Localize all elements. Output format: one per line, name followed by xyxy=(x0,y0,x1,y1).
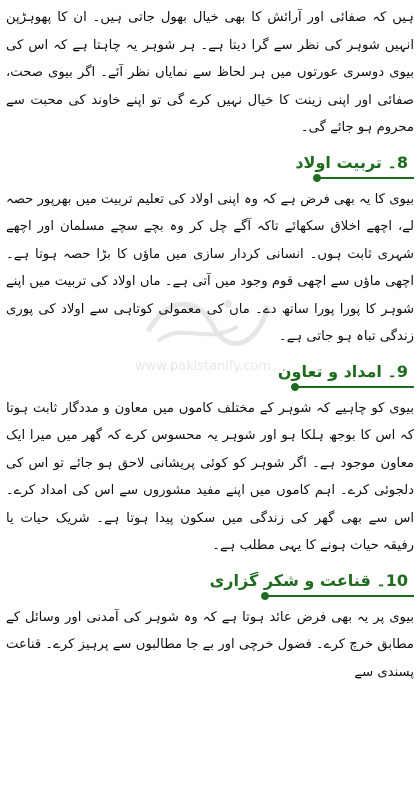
section-heading-8-text: 8۔ تربیت اولاد xyxy=(295,152,408,172)
section-heading-10 xyxy=(6,566,414,600)
heading-underline-10 xyxy=(266,595,414,597)
intro-paragraph: ہیں کہ صفائی اور آرائش کا بھی خیال بھول جاتی ہیں۔ ان کا پھوہڑپن انہیں شوہر کی نظر سے گرا دیتا ہے۔ ہر شوہر یہ چاہتا ہے کہ اس کی بیوی دوسری عورتوں میں ہر لحاظ سے نمایاں نظر آئے۔ اگر بیوی صحت، صفائی اور اپنی زینت کا خیال نہیں کرے گی تو اپنے خاوند کی محبت سے محروم ہو جائے گی۔ xyxy=(6,10,414,135)
section-10-paragraph: بیوی پر یہ بھی فرض عائد ہوتا ہے کہ وہ شوہر کی آمدنی اور وسائل کے مطابق خرچ کرے۔ فضول خرچی اور بے جا مطالبوں سے پرہیز کرے۔ قناعت پسندی سے xyxy=(6,609,414,680)
watermark-url: www.pakistanify.com xyxy=(135,359,271,374)
section-heading-8 xyxy=(6,148,414,182)
heading-underline-8 xyxy=(318,177,414,179)
section-8-paragraph: بیوی کا یہ بھی فرض ہے کہ وہ اپنی اولاد کی تعلیم تربیت میں بھرپور حصہ لے، اچھے اخلاق سکھائے تاکہ آگے چل کر وہ بچے سچے مسلمان اور اچھے شہری ثابت ہوں۔ انسانی کردار سازی میں ماؤں کا بڑا حصہ ہوتا ہے۔ اچھی ماؤں سے اچھی قوم وجود میں آتی ہے۔ ماں اولاد کی تربیت میں اپنے شوہر کا پورا پورا ساتھ دے۔ ماں کی معمولی کوتاہی سے اولاد کی پوری زندگی تباہ ہو جاتی ہے۔ xyxy=(6,191,414,344)
section-9-paragraph: بیوی کو چاہیے کہ شوہر کے مختلف کاموں میں معاون و مددگار ثابت ہوتا کہ اس کا بوجھ ہلکا ہو اور شوہر یہ محسوس کرے کہ گھر میں میرا ایک معاون موجود ہے۔ اگر شوہر کو کوئی پریشانی لاحق ہو جائے تو اس کی دلجوئی کرے۔ اہم کاموں میں اپنے مفید مشوروں سے اس کی امداد کرے۔ اس سے بھی گھر کی زندگی میں سکون پیدا ہوتا ہے۔ شریک حیات یا رفیقہ حیات ہونے کا یہی مطلب ہے۔ xyxy=(6,400,414,553)
heading-underline-9 xyxy=(296,386,414,388)
section-heading-9 xyxy=(6,357,414,391)
section-heading-9-text: 9۔ امداد و تعاون xyxy=(277,361,408,381)
section-heading-10-text: 10۔ قناعت و شکر گزاری xyxy=(209,570,408,590)
